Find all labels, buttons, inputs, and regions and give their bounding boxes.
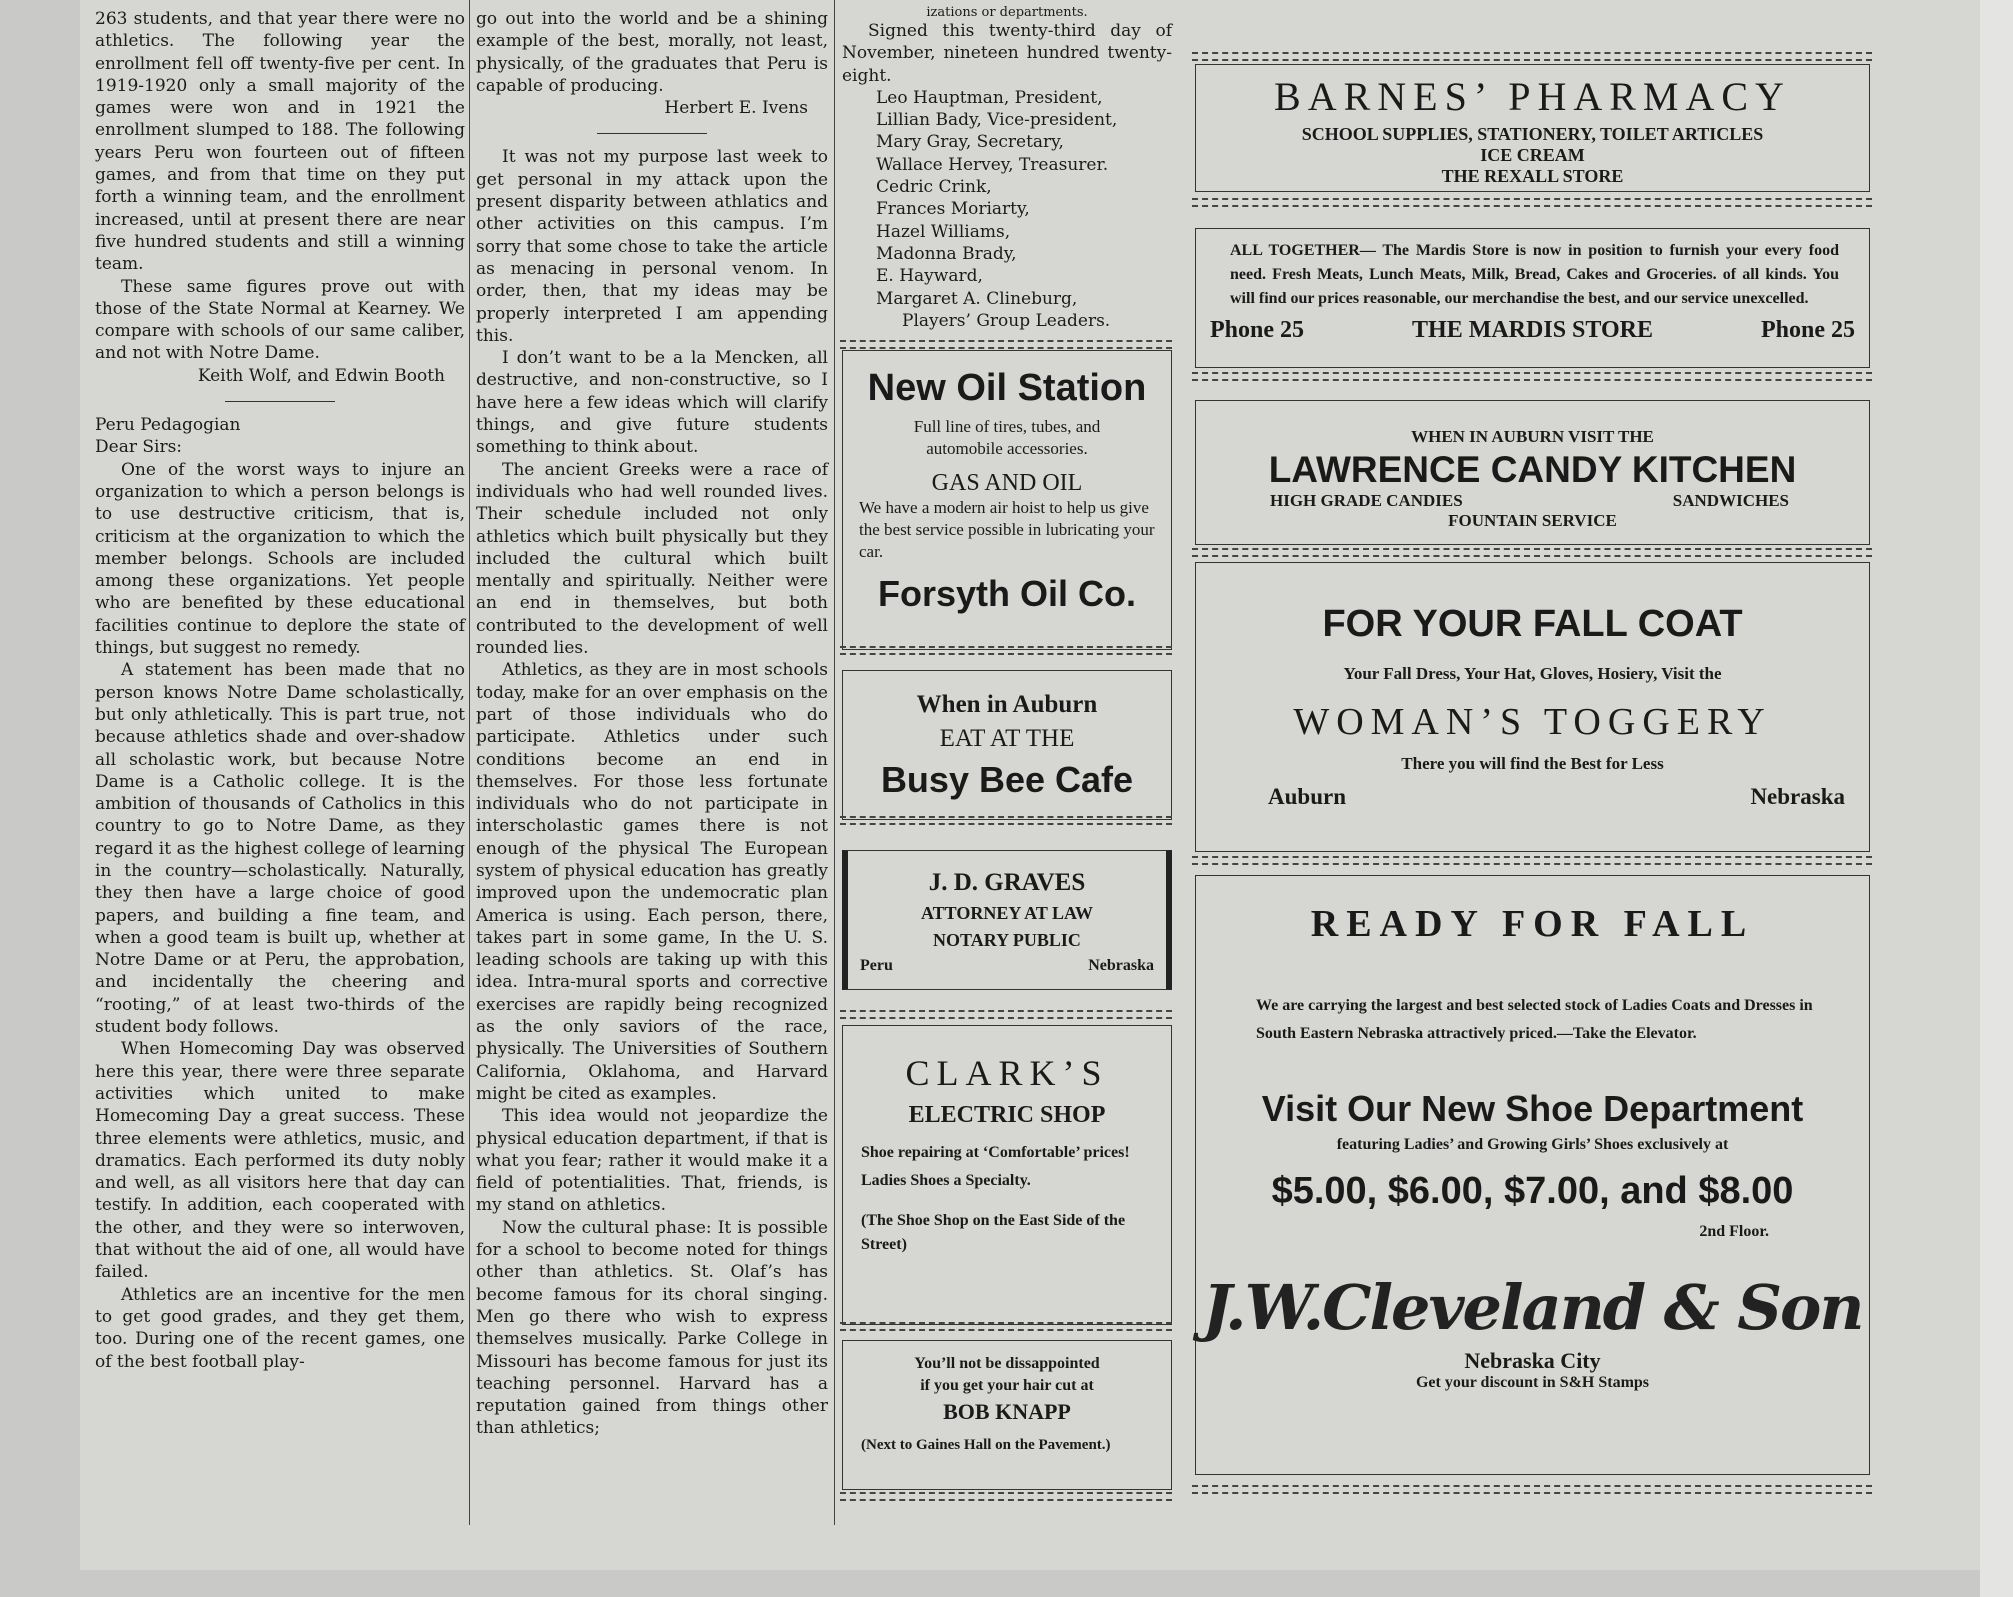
signatory: Wallace Hervey, Treasurer.: [876, 154, 1109, 175]
signatory: Cedric Crink,: [876, 177, 992, 198]
ad-brand: BOB KNAPP: [943, 1399, 1071, 1424]
article-text: A statement has been made that no person knows Notre Dame scholastically, but only athletically. This is part true, not because athletics shade and over-shadow all scholastic work, but because Notre Dame is a Catholic college. It is the ambition of thousands of Catholics in this country to go to Notre Dame, as they regard it as the highest college of learning in the country—scholastically. Naturally, they then have a large choice of good papers, and building a fine team, and when a good team is built up, whether at Notre Dame or at Peru, the approbation, and incidentally the cheering and “rooting,” of at least two-thirds of the student body follows.: [95, 660, 465, 1038]
ad-text: We are carrying the largest and best selected stock of Ladies Coats and Dresses in South Eastern Nebraska attractively priced.—Take the Elevator.: [1256, 997, 1813, 1042]
ad-bob-knapp: [842, 1340, 1172, 1490]
ad-headline: New Oil Station: [867, 367, 1147, 409]
ad-location: Peru: [860, 957, 893, 974]
byline: Herbert E. Ivens: [664, 98, 808, 119]
ad-headline: BARNES’ PHARMACY: [1274, 74, 1791, 119]
ad-text: FOUNTAIN SERVICE: [1448, 511, 1617, 530]
ad-location: Nebraska: [1088, 957, 1154, 974]
ad-text: ICE CREAM: [1480, 145, 1585, 165]
ad-text: featuring Ladies’ and Growing Girls’ Shoes exclusively at: [1336, 1136, 1729, 1153]
divider: [597, 133, 707, 134]
ad-text: Full line of tires, tubes, and: [913, 417, 1101, 436]
ad-text: Get your discount in S&H Stamps: [1415, 1374, 1650, 1391]
ad-brand: Forsyth Oil Co.: [877, 573, 1136, 614]
article-text: These same figures prove out with those of the State Normal at Kearney. We compare with schools of our same caliber, and not with Notre Dame.: [95, 276, 465, 364]
ad-busy-bee-cafe: [842, 670, 1172, 820]
ad-prices: $5.00, $6.00, $7.00, and $8.00: [1271, 1170, 1794, 1212]
article-text: Now the cultural phase: It is possible for a school to become noted for things other than athletics. St. Olaf’s has become famous for its choral singing. Men go there who wish to express themselves musically. Parke College in Missouri has become famous for just its teaching personnel. Harvard has a reputation gained from things other than athletics;: [476, 1217, 828, 1439]
signatory: Madonna Brady,: [876, 243, 1017, 264]
chain-border: [1192, 372, 1872, 381]
ad-location: Auburn: [1268, 784, 1346, 809]
ad-text: if you get your hair cut at: [920, 1377, 1094, 1394]
ad-headline: J. D. GRAVES: [928, 869, 1086, 896]
page-edge: [1980, 0, 2013, 1597]
ad-text: NOTARY PUBLIC: [933, 930, 1081, 950]
ad-headline: CLARK’S: [905, 1053, 1109, 1093]
salutation: Dear Sirs:: [95, 437, 183, 458]
column-3: [842, 6, 1172, 332]
article-text: This idea would not jeopardize the physical education department, if that is what you fear; rather it would make it a field of potentialities. That, friends, is my stand on athletics.: [476, 1106, 828, 1216]
chain-border: [1192, 1485, 1872, 1494]
chain-border: [840, 1322, 1172, 1331]
article-text: I don’t want to be a la Mencken, all destructive, and non-constructive, so I have here a few ideas which will clarify things, and give future students something to think about.: [476, 348, 828, 458]
signatory: Lillian Bady, Vice-president,: [876, 110, 1118, 131]
ad-barnes-pharmacy: [1195, 64, 1870, 192]
ad-lawrence-candy-kitchen: [1195, 400, 1870, 545]
article-text: It was not my purpose last week to get personal in my attack upon the present disparity between athlatics and other activities on this campus. I’m sorry that some chose to take the article as menacing in personal venom. In order, then, that my ideas may be properly interpreted I am appending this.: [476, 147, 828, 346]
signatory: Hazel Williams,: [876, 221, 1011, 242]
ad-text: Shoe repairing at ‘Comfortable’ prices! Ladies Shoes a Specialty.: [861, 1144, 1130, 1189]
ad-text: SANDWICHES: [1672, 491, 1789, 510]
ad-brand: WOMAN’S TOGGERY: [1293, 701, 1772, 743]
ad-headline: LAWRENCE CANDY KITCHEN: [1268, 449, 1797, 490]
ad-forsyth-oil: [842, 350, 1172, 650]
ad-text: We have a modern air hoist to help us give the best service possible in lubricating your car.: [859, 498, 1155, 561]
ad-phone: Phone 25: [1210, 317, 1305, 343]
ad-text: EAT AT THE: [939, 725, 1075, 752]
chain-border: [840, 646, 1172, 655]
byline: Keith Wolf, and Edwin Booth: [197, 365, 445, 386]
ad-subhead: Visit Our New Shoe Department: [1261, 1088, 1804, 1129]
ad-text: (Next to Gaines Hall on the Pavement.): [861, 1437, 1111, 1453]
ad-clarks-electric-shop: [842, 1025, 1172, 1325]
article-text: One of the worst ways to injure an organization to which a person belongs is to use destructive criticism, that is, criticism at the organization to which the member belongs. Schools are included among these organizations. Yet people who are benefited by these educational facilities continue to deplore the state of things, but suggest no remedy.: [95, 459, 465, 659]
column-rule: [834, 0, 835, 1525]
article-text: Athletics, as they are in most schools today, make for an over emphasis on the part of those individuals who do participate. Athletics under such conditions become an end in themselves. For those less fortunate individuals who do not participate in interscholastic games there is not enough of the physical The European system of physical education has greatly improved upon the undemocratic plan America is using. Each person, there, takes part in some game, In the U. S. leading schools are taking up with this idea. Intra-mural sports and corrective exercises are rapidly being recognized as the only saviors of the race, physically. The Universities of Southern California, Oklahoma, and Harvard might be cited as examples.: [476, 660, 828, 1104]
chain-border: [840, 340, 1172, 349]
ad-text: Your Fall Dress, Your Hat, Gloves, Hosiery, Visit the: [1343, 664, 1722, 683]
letter-heading: Peru Pedagogian: [95, 415, 241, 436]
ad-text: 2nd Floor.: [1699, 1223, 1769, 1240]
ad-text: You’ll not be dissappointed: [914, 1355, 1100, 1372]
article-text: The ancient Greeks were a race of individuals who had well rounded lives. Their schedule included not only athletics which built physically but they included the cultural which built mentally and spiritually. Neither were an end in themselves, but both contributed to the development of well rounded lies.: [476, 459, 828, 659]
chain-border: [1192, 856, 1872, 865]
article-text: When Homecoming Day was observed here this year, there were three separate activities which united to make Homecoming Day a great success. These three elements were athletics, music, and dramatics. Each performed its duty nobly and well, as all visitors here that day can testify. In addition, each cooperated with the other, and they were so interwoven, that without the aid of one, all would have failed.: [95, 1039, 465, 1283]
chain-border: [840, 816, 1172, 825]
ad-cleveland-and-son: [1195, 875, 1870, 1475]
signatory: Players’ Group Leaders.: [902, 310, 1111, 331]
chain-border: [840, 1010, 1172, 1019]
ad-subhead: ELECTRIC SHOP: [908, 1102, 1106, 1128]
column-rule: [469, 0, 470, 1525]
ad-graves: [842, 850, 1172, 990]
signatory: Frances Moriarty,: [876, 199, 1030, 220]
ad-text: ATTORNEY AT LAW: [920, 903, 1094, 923]
ad-text: ALL TOGETHER— The Mardis Store is now in position to furnish your every food need. Fresh Meats, Lunch Meats, Milk, Bread, Cakes and Groceries. of all kinds. You will find our prices reasonable, our merchandise the best, and our service unexcelled.: [1230, 242, 1839, 307]
ad-mardis-store: [1195, 228, 1870, 368]
article-text: go out into the world and be a shining example of the best, morally, not least, physically, of the graduates that Peru is capable of producing.: [476, 9, 828, 96]
signatory: Mary Gray, Secretary,: [876, 132, 1064, 153]
chain-border: [840, 1492, 1172, 1501]
ad-text: When in Auburn: [916, 691, 1098, 718]
ad-brand: THE MARDIS STORE: [1412, 317, 1653, 343]
divider: [225, 401, 335, 402]
article-text: izations or departments.: [926, 5, 1088, 20]
column-2: [476, 8, 828, 1440]
column-1: [95, 8, 465, 1373]
ad-text: THE REXALL STORE: [1441, 166, 1624, 186]
signatory: Margaret A. Clineburg,: [876, 288, 1078, 309]
article-text: Signed this twenty-third day of November, nineteen hundred twenty-eight.: [842, 21, 1172, 86]
ad-location: Nebraska: [1750, 784, 1845, 809]
ad-womans-toggery: [1195, 562, 1870, 852]
ad-text: There you will find the Best for Less: [1401, 754, 1664, 773]
ad-text: WHEN IN AUBURN VISIT THE: [1411, 427, 1654, 446]
ad-logo: J.W.Cleveland & Son: [1202, 1271, 1863, 1344]
article-text: 263 students, and that year there were no athletics. The following year the enrollment fell off twenty-five per cent. In 1919-1920 only a small majority of the games were won and in 1921 the enrollment slumped to 188. The following years Peru won fourteen out of fifteen games, and from that time on they put forth a winning team, and the enrollment increased, until at present there are near five hundred students and still a winning team.: [95, 9, 465, 275]
article-text: Athletics are an incentive for the men to get good grades, and they get them, too. During one of the recent games, one of the best football play-: [95, 1284, 465, 1372]
ad-text: SCHOOL SUPPLIES, STATIONERY, TOILET ARTICLES: [1301, 124, 1764, 144]
chain-border: [1192, 52, 1872, 61]
chain-border: [1192, 548, 1872, 557]
ad-text: HIGH GRADE CANDIES: [1270, 491, 1463, 510]
ad-phone: Phone 25: [1760, 317, 1855, 343]
ad-headline: FOR YOUR FALL COAT: [1322, 603, 1743, 645]
ad-text: (The Shoe Shop on the East Side of the Street): [861, 1212, 1126, 1253]
chain-border: [1192, 198, 1872, 207]
signatory: E. Hayward,: [876, 266, 983, 287]
signatory: Leo Hauptman, President,: [876, 87, 1103, 108]
ad-subhead: GAS AND OIL: [931, 470, 1083, 496]
ad-location: Nebraska City: [1464, 1348, 1601, 1373]
ad-headline: READY FOR FALL: [1310, 903, 1755, 945]
ad-brand: Busy Bee Cafe: [880, 759, 1134, 800]
ad-text: automobile accessories.: [926, 439, 1088, 458]
